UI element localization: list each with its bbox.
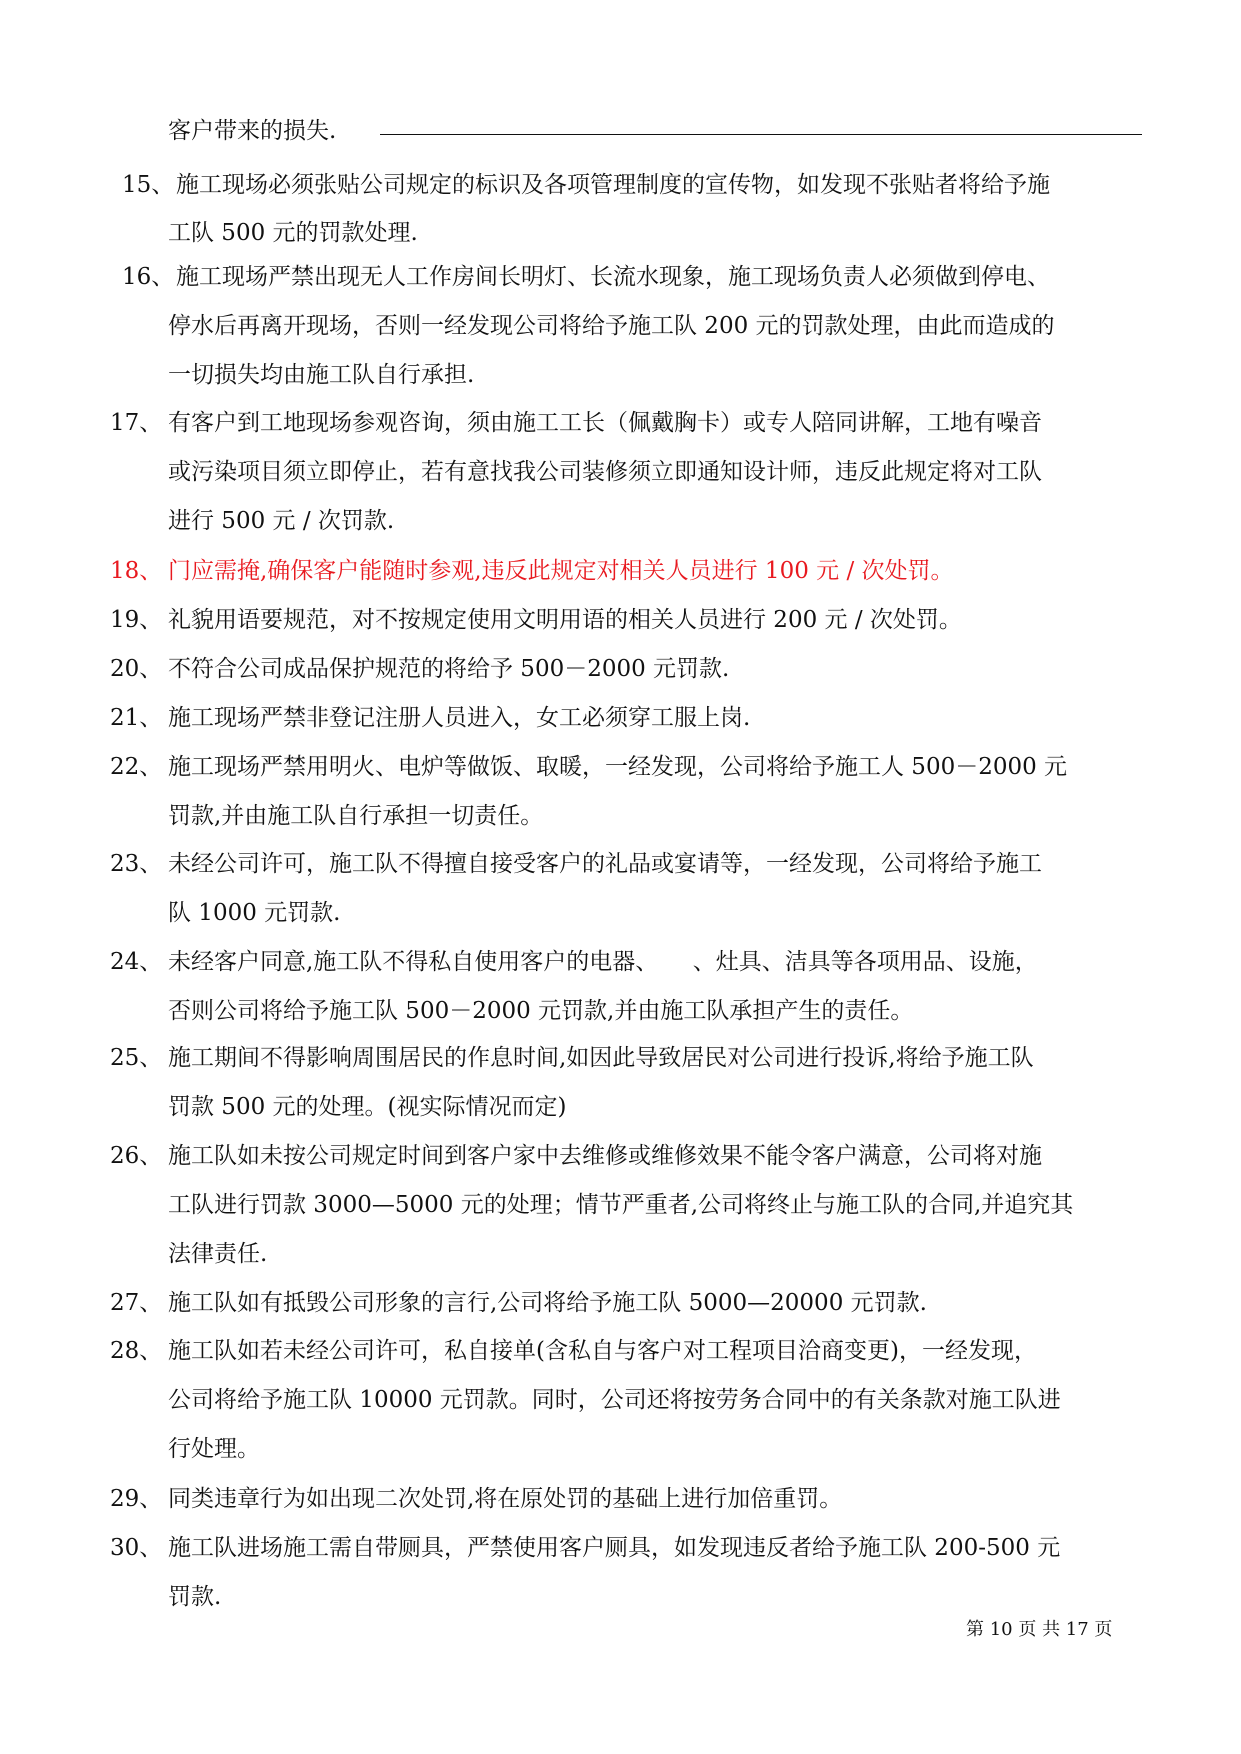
item-text-line: 否则公司将给予施工队 500－2000 元罚款,并由施工队承担产生的责任。 (168, 998, 914, 1024)
item-text-line: 行处理。 (168, 1436, 260, 1462)
item-text-line: 施工期间不得影响周围居民的作息时间,如因此导致居民对公司进行投诉,将给予施工队 (168, 1045, 1034, 1071)
item-number: 25、 (110, 1045, 163, 1071)
header-rule (380, 134, 1142, 135)
item-number: 16、 (122, 264, 175, 290)
item-number: 19、 (110, 607, 163, 633)
item-number: 20、 (110, 656, 163, 682)
item-number: 22、 (110, 754, 163, 780)
item-text-line: 一切损失均由施工队自行承担. (168, 362, 475, 388)
item-text-line: 施工队如若未经公司许可，私自接单(含私自与客户对工程项目洽商变更)，一经发现， (168, 1338, 1037, 1364)
item-number: 26、 (110, 1143, 163, 1169)
item-text-line: 施工现场严禁出现无人工作房间长明灯、长流水现象，施工现场负责人必须做到停电、 (176, 264, 1050, 290)
item-text-line: 施工现场严禁非登记注册人员进入，女工必须穿工服上岗. (168, 705, 751, 731)
item-text-line: 有客户到工地现场参观咨询，须由施工工长（佩戴胸卡）或专人陪同讲解，工地有噪音 (168, 410, 1042, 436)
item-text-line: 礼貌用语要规范，对不按规定使用文明用语的相关人员进行 200 元 / 次处罚。 (168, 607, 962, 633)
item-number: 24、 (110, 949, 163, 975)
item-number: 21、 (110, 705, 163, 731)
item-text-line: 罚款,并由施工队自行承担一切责任。 (168, 803, 544, 829)
item-text-line: 法律责任. (168, 1241, 268, 1267)
item-text-line: 停水后再离开现场，否则一经发现公司将给予施工队 200 元的罚款处理，由此而造成的 (168, 313, 1055, 339)
item-text-line: 施工队进场施工需自带厕具，严禁使用客户厕具，如发现违反者给予施工队 200-500 元 (168, 1535, 1061, 1561)
item-text-line: 门应需掩,确保客户能随时参观,违反此规定对相关人员进行 100 元 / 次处罚。 (168, 558, 954, 584)
item-text-line: 工队进行罚款 3000—5000 元的处理；情节严重者,公司将终止与施工队的合同,并追究其 (168, 1192, 1074, 1218)
item-number: 15、 (122, 172, 175, 198)
item-number: 29、 (110, 1486, 163, 1512)
item-text-line: 罚款 500 元的处理。(视实际情况而定) (168, 1094, 567, 1120)
item-text-line: 公司将给予施工队 10000 元罚款。同时，公司还将按劳务合同中的有关条款对施工队进 (168, 1387, 1061, 1413)
item-text-line: 施工队如有抵毁公司形象的言行,公司将给予施工队 5000—20000 元罚款. (168, 1290, 927, 1316)
item-text-line: 未经客户同意,施工队不得私自使用客户的电器、 、灶具、洁具等各项用品、设施， (168, 949, 1038, 975)
item-number: 18、 (110, 558, 163, 584)
item-text-line: 施工队如未按公司规定时间到客户家中去维修或维修效果不能令客户满意，公司将对施 (168, 1143, 1042, 1169)
item-text-line: 施工现场必须张贴公司规定的标识及各项管理制度的宣传物，如发现不张贴者将给予施 (176, 172, 1050, 198)
item-text-line: 未经公司许可，施工队不得擅自接受客户的礼品或宴请等，一经发现，公司将给予施工 (168, 851, 1042, 877)
item-text-line: 或污染项目须立即停止，若有意找我公司装修须立即通知设计师，违反此规定将对工队 (168, 459, 1042, 485)
item-text-line: 工队 500 元的罚款处理. (168, 220, 418, 246)
item-text-line: 罚款. (168, 1584, 222, 1610)
continuation-line: 客户带来的损失. (168, 118, 337, 144)
item-text-line: 不符合公司成品保护规范的将给予 500－2000 元罚款. (168, 656, 730, 682)
item-text-line: 施工现场严禁用明火、电炉等做饭、取暖，一经发现，公司将给予施工人 500－2000 元 (168, 754, 1068, 780)
item-text-line: 队 1000 元罚款. (168, 900, 341, 926)
item-text-line: 同类违章行为如出现二次处罚,将在原处罚的基础上进行加倍重罚。 (168, 1486, 843, 1512)
item-text-line: 进行 500 元 / 次罚款. (168, 508, 395, 534)
page-footer: 第 10 页 共 17 页 (966, 1619, 1113, 1640)
item-number: 28、 (110, 1338, 163, 1364)
item-number: 27、 (110, 1290, 163, 1316)
item-number: 17、 (110, 410, 163, 436)
item-number: 23、 (110, 851, 163, 877)
item-number: 30、 (110, 1535, 163, 1561)
